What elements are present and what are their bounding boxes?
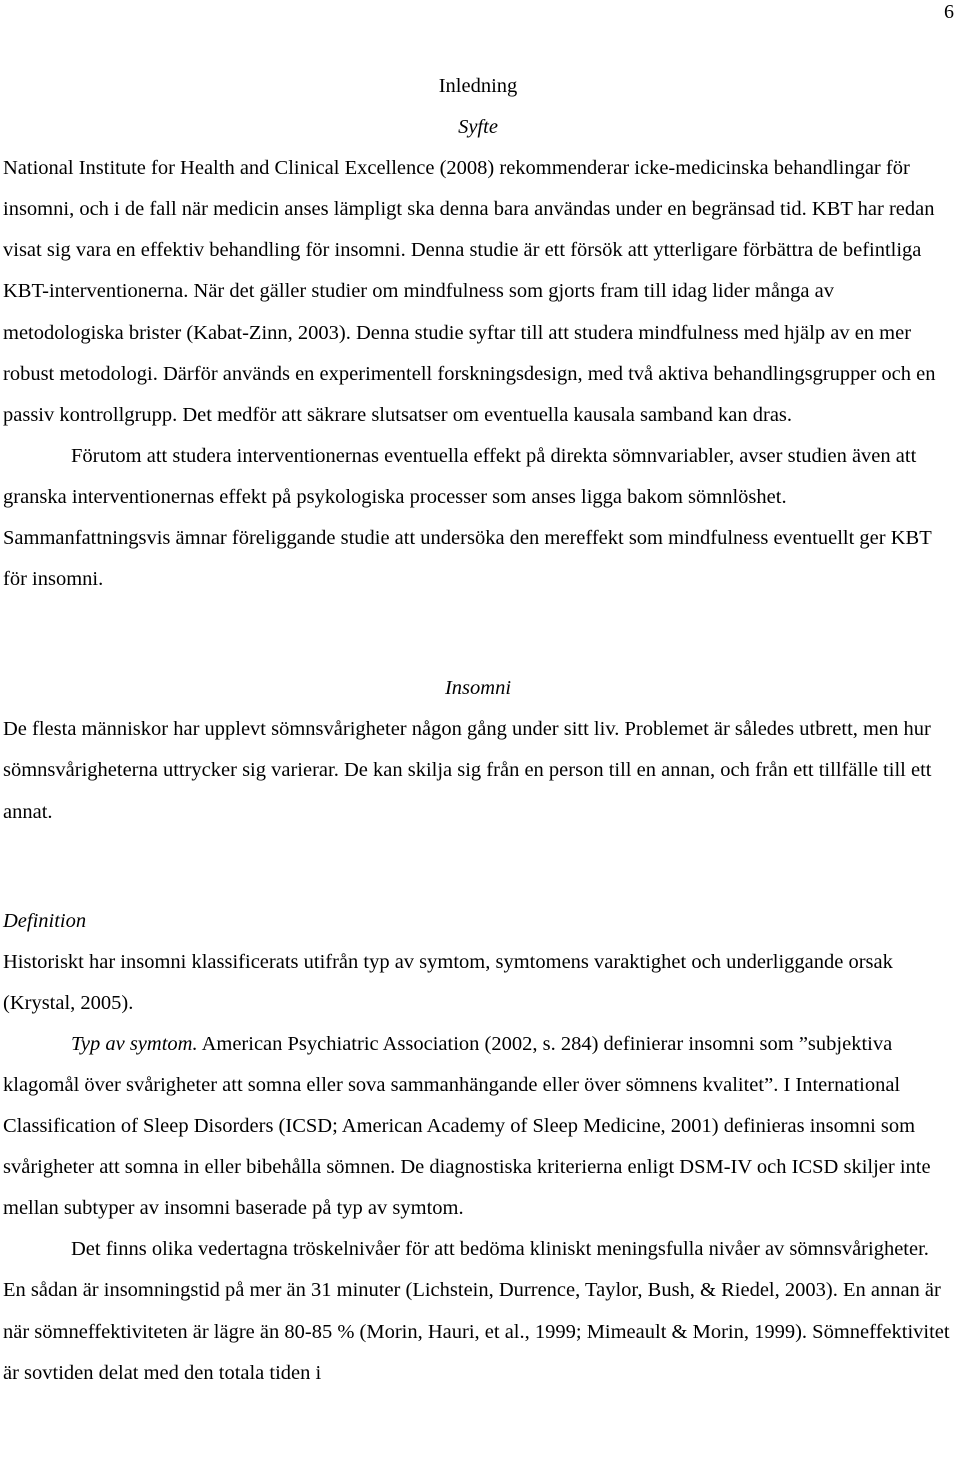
subsection-heading-syfte: Syfte [458, 116, 498, 139]
paragraph-insomni-1: De flesta människor har upplevt sömnsvårigheter någon gång under sitt liv. Problemet är således utbrett, men hur sömnsvårigheterna uttrycker sig varierar. De kan skilja sig från en person till en annan, och från ett tillfälle till ett annat. [3, 718, 932, 823]
section-spacer [3, 833, 953, 901]
section-heading-definition: Definition [3, 909, 87, 932]
section-heading-inledning: Inledning [438, 75, 518, 97]
paragraph-definition-3: Det finns olika vedertagna tröskelnivåer för att bedöma kliniskt meningsfulla nivåer av sömnsvårigheter. En sådan är insomningstid på mer än 31 minuter (Lichstein, Durrence, Taylor, Bush, & Riedel, 2003). En annan är när sömneffektiviteten är lägre än 80-85 % (Morin, Hauri, et al., 1999; Mimeault & Morin, 1999). Sömneffektivitet är sovtiden delat med den totala tiden i [3, 1238, 950, 1384]
section-heading-insomni: Insomni [444, 677, 512, 700]
paragraph-syfte-1: National Institute for Health and Clinical Excellence (2008) rekommenderar icke-medicinska behandlingar för insomni, och i de fall när medicin anses lämpligt ska denna bara användas under en begränsad tid. KBT har redan visat sig vara en effektiv behandling för insomni. Denna studie är ett försök att ytterligare förbättra de befintliga KBT-interventionerna. När det gäller studier om mindfulness som gjorts fram till idag lider många av metodologiska brister (Kabat-Zinn, 2003). Denna studie syftar till att studera mindfulness med hjälp av en mer robust metodologi. Därför används en experimentell forskningsdesign, med två aktiva behandlingsgrupper och en passiv kontrollgrupp. Det medför att säkrare slutsatser om eventuella kausala samband kan dras. [3, 157, 936, 426]
document-body [3, 66, 953, 1394]
paragraph-syfte-2: Förutom att studera interventionernas eventuella effekt på direkta sömnvariabler, avser studien även att granska interventionernas effekt på psykologiska processer som anses ligga bakom sömnlöshet. Sammanfattningsvis ämnar föreliggande studie att undersöka den mereffekt som mindfulness eventuellt ger KBT för insomni. [3, 444, 932, 591]
paragraph-definition-2 [3, 1024, 953, 1229]
paragraph-definition-1: Historiskt har insomni klassificerats utifrån typ av symtom, symtomens varaktighet och underliggande orsak (Krystal, 2005). [3, 950, 893, 1014]
inline-heading-typ-av-symtom: Typ av symtom. [71, 1032, 198, 1055]
paragraph-definition-2-text: American Psychiatric Association (2002, s. 284) definierar insomni som ”subjektiva klagomål över svårigheter att somna eller sova sammanhängande eller över sömnens kvalitet”. I International Classification of Sleep Disorders (ICSD; American Academy of Sleep Medicine, 2001) definieras insomni som svårigheter att somna in eller bibehålla sömnen. De diagnostiska kriterierna enligt DSM-IV och ICSD skiljer inte mellan subtyper av insomni baserade på typ av symtom. [3, 1032, 931, 1220]
section-spacer [3, 600, 953, 668]
page-number: 6 [944, 1, 954, 23]
